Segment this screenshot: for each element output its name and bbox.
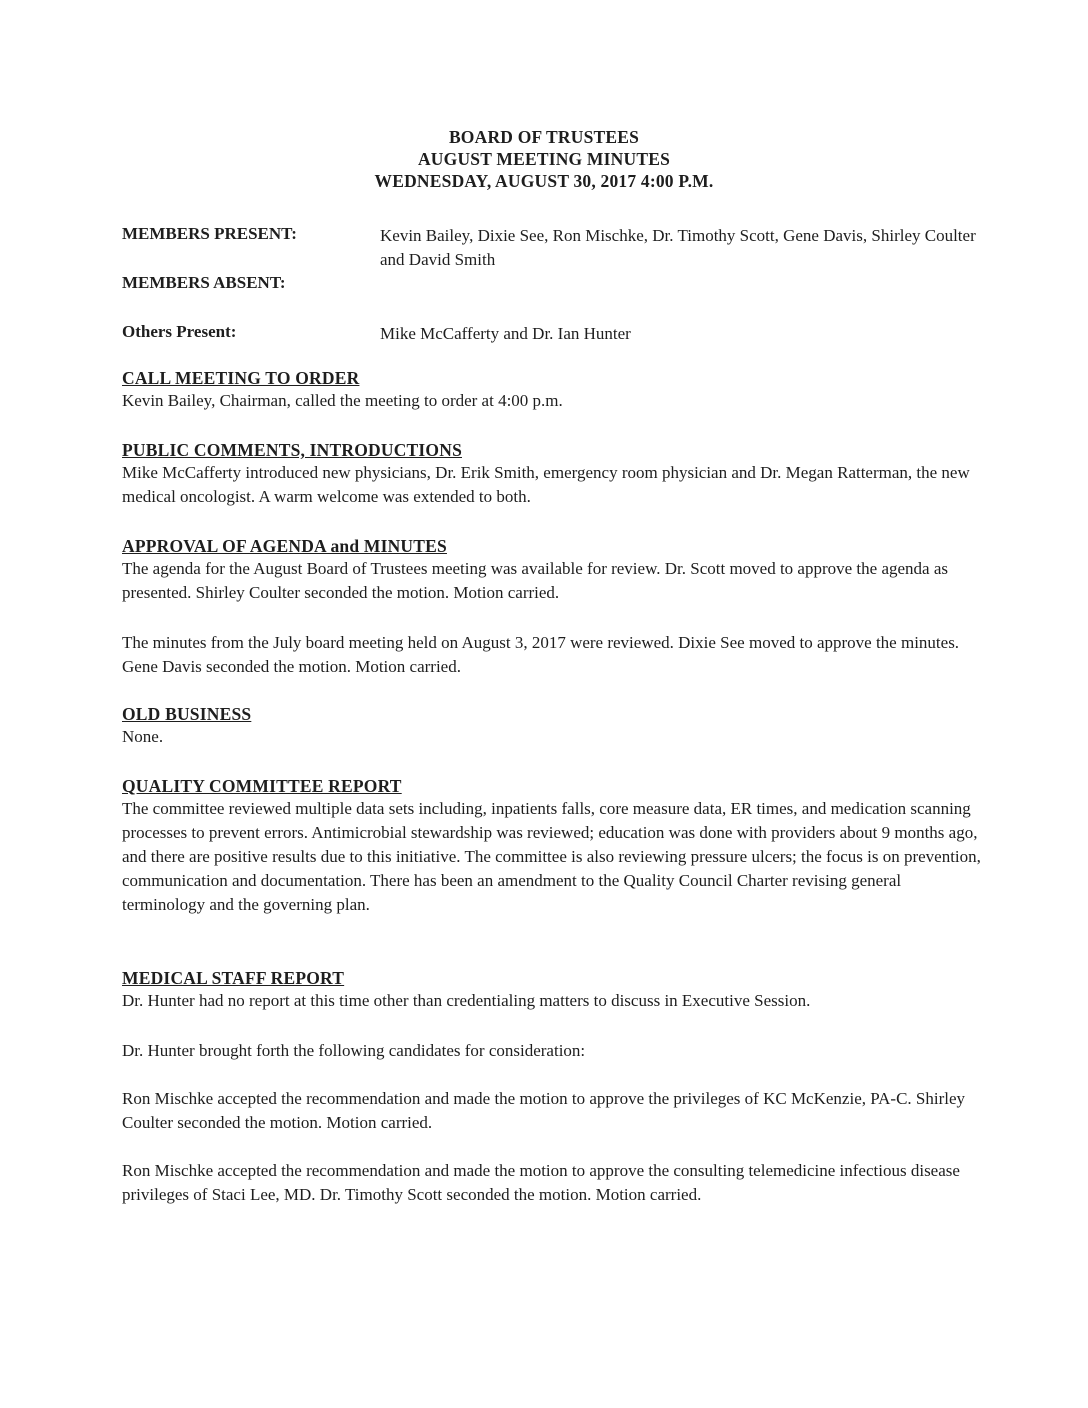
approval-section	[122, 535, 982, 605]
medical-staff-report-text: Dr. Hunter had no report at this time other than credentialing matters to discuss in Executive Session.	[122, 991, 811, 1010]
medical-staff-candidates-text: Dr. Hunter brought forth the following candidates for consideration:	[122, 1041, 586, 1060]
meeting-date: WEDNESDAY, AUGUST 30, 2017 4:00 P.M.	[374, 171, 714, 191]
public-comments-text: Mike McCafferty introduced new physicians, Dr. Erik Smith, emergency room physician and Dr. Megan Ratterman, the new medical oncologist. A warm welcome was extended to both.	[122, 463, 970, 506]
approval-heading: APPROVAL OF AGENDA and MINUTES	[122, 536, 447, 556]
call-to-order-heading: CALL MEETING TO ORDER	[122, 368, 360, 388]
minutes-title: AUGUST MEETING MINUTES	[417, 149, 671, 169]
members-present-label: MEMBERS PRESENT:	[122, 224, 297, 243]
medical-staff-heading: MEDICAL STAFF REPORT	[122, 968, 345, 988]
members-absent-label: MEMBERS ABSENT:	[122, 273, 286, 292]
medical-staff-motion-2: Ron Mischke accepted the recommendation and made the motion to approve the consulting telemedicine infectious disease privileges of Staci Lee, MD. Dr. Timothy Scott seconded the motion. Motion carried.	[122, 1161, 960, 1204]
quality-text: The committee reviewed multiple data sets including, inpatients falls, core measure data, ER times, and medication scanning processes to prevent errors. Antimicrobial stewardship was reviewed; education was done with providers about 9 months ago, and there are positive results due to this initiative. The committee is also reviewing pressure ulcers; the focus is on prevention, communication and documentation. There has been an amendment to the Quality Council Charter revising general terminology and the governing plan.	[122, 799, 981, 914]
members-present-value: Kevin Bailey, Dixie See, Ron Mischke, Dr. Timothy Scott, Gene Davis, Shirley Coulter and David Smith	[380, 226, 976, 269]
medical-staff-motion-1: Ron Mischke accepted the recommendation and made the motion to approve the privileges of KC McKenzie, PA-C. Shirley Coulter seconded the motion. Motion carried.	[122, 1089, 966, 1132]
public-comments-heading: PUBLIC COMMENTS, INTRODUCTIONS	[122, 440, 462, 460]
quality-section	[122, 775, 982, 917]
board-title: BOARD OF TRUSTEES	[448, 127, 640, 147]
others-present-value: Mike McCafferty and Dr. Ian Hunter	[380, 324, 631, 343]
old-business-heading: OLD BUSINESS	[122, 704, 252, 724]
quality-heading: QUALITY COMMITTEE REPORT	[122, 776, 402, 796]
public-comments-section	[122, 439, 982, 509]
document-header	[0, 126, 1088, 192]
medical-staff-section	[122, 967, 982, 1013]
call-to-order-section	[122, 367, 982, 413]
call-to-order-text: Kevin Bailey, Chairman, called the meeting to order at 4:00 p.m.	[122, 391, 563, 410]
old-business-text: None.	[122, 727, 164, 746]
approval-minutes-text: The minutes from the July board meeting held on August 3, 2017 were reviewed. Dixie See moved to approve the minutes. Gene Davis seconded the motion. Motion carried.	[122, 633, 960, 676]
approval-agenda-text: The agenda for the August Board of Trustees meeting was available for review. Dr. Scott moved to approve the agenda as presented. Shirley Coulter seconded the motion. Motion carried.	[122, 559, 949, 602]
others-present-label: Others Present:	[122, 322, 237, 341]
old-business-section	[122, 703, 982, 749]
